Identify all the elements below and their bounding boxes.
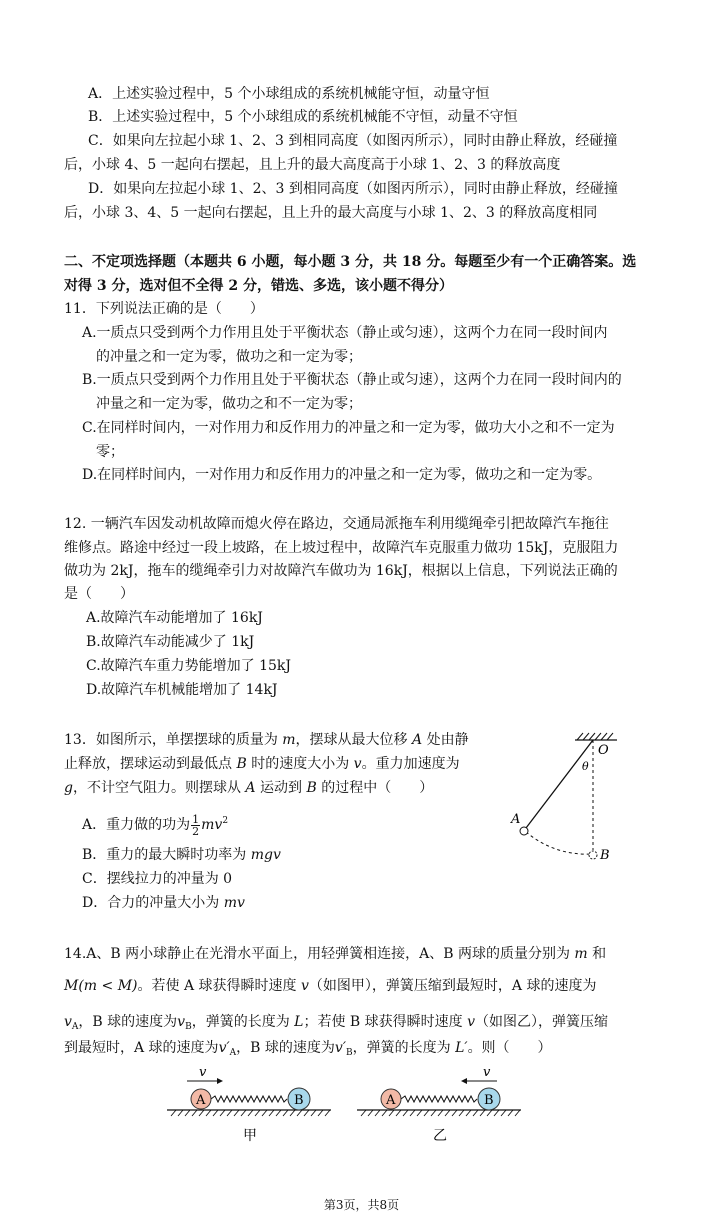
pivot-label-o: O bbox=[598, 743, 609, 758]
ball-b-label: B bbox=[294, 1093, 304, 1108]
one-half-fraction: $\frac{1}{2}$ bbox=[192, 812, 200, 838]
q12-stem-line1: 12. 一辆汽车因发动机故障而熄火停在路边，交通局派拖车利用缆绳牵引把故障汽车拖往 bbox=[64, 516, 609, 532]
swing-arc bbox=[526, 832, 593, 854]
ground-hatch bbox=[361, 1110, 520, 1116]
q12-stem-line3: 做功为 2kJ，拖车的缆绳牵引力对故障汽车做功为 16kJ，根据以上信息，下列说法正确的 bbox=[64, 563, 618, 579]
spring-figure-right bbox=[355, 1064, 525, 1148]
q14-stem-line1: 14.A、B 两小球静止在光滑水平面上，用轻弹簧相连接，A、B 两球的质量分别为 m 和 bbox=[64, 946, 607, 962]
q11-stem: 11．下列说法正确的是（ ） bbox=[64, 301, 264, 317]
q13-option-a: A．重力做的功为 $\frac{1}{2}$ $mv^2$ bbox=[82, 812, 229, 838]
q10-option-a: A．上述实验过程中，5 个小球组成的系统机械能守恒，动量守恒 bbox=[88, 86, 490, 102]
angle-label-theta: θ bbox=[582, 760, 589, 773]
section-heading-line1: 二、不定项选择题（本题共 6 小题，每小题 3 分，共 18 分。每题至少有一个正确答案。选 bbox=[64, 254, 637, 270]
position-label-a: A bbox=[511, 812, 521, 827]
q11-option-c-line2: 零； bbox=[96, 444, 124, 460]
page-footer: 第3页，共8页 bbox=[323, 1198, 400, 1212]
q11-option-d: D.在同样时间内，一对作用力和反作用力的冲量之和一定为零，做功之和一定为零。 bbox=[82, 467, 602, 483]
ball-a-label: A bbox=[196, 1093, 206, 1108]
spring-coil bbox=[211, 1096, 287, 1102]
q11-option-a-line2: 的冲量之和一定为零，做功之和一定为零； bbox=[96, 349, 362, 365]
q13-option-d: D．合力的冲量大小为 mv bbox=[82, 895, 245, 911]
q12-option-b: B.故障汽车动能减少了 1kJ bbox=[86, 634, 255, 650]
q11-option-b-line1: B.一质点只受到两个力作用且处于平衡状态（静止或匀速），这两个力在同一段时间内的 bbox=[82, 372, 622, 388]
arrow-head bbox=[217, 1078, 223, 1084]
arrow-head bbox=[461, 1078, 467, 1084]
spring-coil bbox=[401, 1096, 477, 1102]
ceiling-hatch bbox=[577, 733, 613, 740]
q13-option-c: C．摆线拉力的冲量为 0 bbox=[82, 871, 233, 887]
q13-stem-line1: 13．如图所示，单摆摆球的质量为 m，摆球从最大位移 A 处由静 bbox=[64, 732, 469, 748]
q11-option-b-line2: 冲量之和一定为零，做功之和不一定为零； bbox=[96, 396, 362, 412]
q12-stem-line4: 是（ ） bbox=[64, 586, 134, 602]
q12-option-a: A.故障汽车动能增加了 16kJ bbox=[86, 610, 263, 626]
position-label-b: B bbox=[600, 848, 610, 863]
bob-at-b bbox=[589, 851, 597, 859]
figure-label-jia: 甲 bbox=[243, 1128, 257, 1144]
velocity-label-v: v bbox=[199, 1065, 207, 1080]
q14-stem-line2: M(m < M)。若使 A 球获得瞬时速度 v（如图甲），弹簧压缩到最短时，A 球的速度为 bbox=[64, 978, 597, 994]
q12-option-d: D.故障汽车机械能增加了 14kJ bbox=[86, 682, 278, 698]
q10-option-c-line2: 后，小球 4、5 一起向右摆起，且上升的最大高度高于小球 1、2、3 的释放高度 bbox=[64, 157, 561, 173]
q14-stem-line3: $v_A$，B 球的速度为$v_B$，弹簧的长度为 L；若使 B 球获得瞬时速度 v（如图乙），弹簧压缩 bbox=[64, 1014, 609, 1032]
q12-stem-line2: 维修点。路途中经过一段上坡路，在上坡过程中，故障汽车克服重力做功 15kJ，克服阻力 bbox=[64, 540, 619, 556]
spring-figure-left bbox=[165, 1064, 335, 1148]
velocity-label-v: v bbox=[483, 1065, 491, 1080]
pendulum-string bbox=[526, 740, 593, 828]
pendulum-figure bbox=[505, 728, 635, 868]
q11-option-c-line1: C.在同样时间内，一对作用力和反作用力的冲量之和一定为零，做功大小之和不一定为 bbox=[82, 420, 615, 436]
q11-option-a-line1: A.一质点只受到两个力作用且处于平衡状态（静止或匀速），这两个力在同一段时间内 bbox=[82, 325, 608, 341]
q10-option-b: B．上述实验过程中，5 个小球组成的系统机械能不守恒，动量不守恒 bbox=[88, 109, 518, 125]
q10-option-d-line1: D．如果向左拉起小球 1、2、3 到相同高度（如图丙所示），同时由静止释放，经碰撞 bbox=[88, 181, 618, 197]
q13-stem-line3: g，不计空气阻力。则摆球从 A 运动到 B 的过程中（ ） bbox=[64, 780, 434, 796]
q13-option-b: B．重力的最大瞬时功率为 mgv bbox=[82, 847, 281, 863]
figure-label-yi: 乙 bbox=[433, 1128, 447, 1144]
ground-hatch bbox=[171, 1110, 330, 1116]
ball-a-label: A bbox=[386, 1093, 396, 1108]
q13-stem-line2: 止释放，摆球运动到最低点 B 时的速度大小为 v。重力加速度为 bbox=[64, 756, 460, 772]
q14-stem-line4: 到最短时，A 球的速度为$v'_A$，B 球的速度为$v'_B$，弹簧的长度为 L′。则（ ） bbox=[64, 1040, 552, 1058]
ball-b-label: B bbox=[484, 1093, 494, 1108]
section-heading-line2: 对得 3 分，选对但不全得 2 分，错选、多选，该小题不得分） bbox=[64, 278, 453, 294]
bob-at-a bbox=[520, 827, 528, 835]
q12-option-c: C.故障汽车重力势能增加了 15kJ bbox=[86, 658, 292, 674]
q10-option-d-line2: 后，小球 3、4、5 一起向右摆起，且上升的最大高度与小球 1、2、3 的释放高度相同 bbox=[64, 205, 598, 221]
q10-option-c-line1: C．如果向左拉起小球 1、2、3 到相同高度（如图丙所示），同时由静止释放，经碰撞 bbox=[88, 133, 618, 149]
